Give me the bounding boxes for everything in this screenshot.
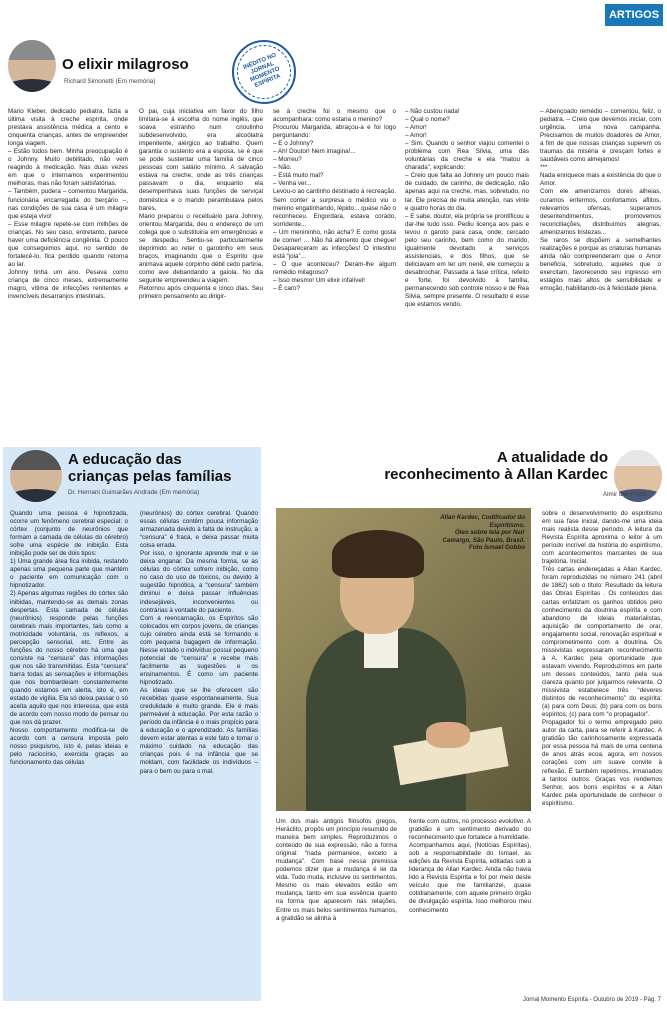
page-footer: Jornal Momento Espírita - Outubro de 2019 - Pág. 7: [522, 997, 661, 1003]
author-photo: [10, 450, 62, 502]
article-column: Quando uma pessoa é hipnotizada, ocorre um fenômeno cerebral especial: o córtex (conjunto de neurônios que formam a camada de células do cérebro) sofre uma espécie de inibição. Esta inibição pode ser de dois tipos: 1) Uma grande área fica inibida, restando apenas uma pequena parte que mantém o paciente em comunicação com o hipnotizador. 2) Apenas algumas regiões do córtex são inibidas, mantendo-se as demais zonas despertas. Esta camada de células (neurônios) responde pelas funções cerebrais mais importantes, tais como a motricidade voluntária, os reflexos, a percepção sensorial, etc. Entre as funções do nosso cérebro há uma que consiste na “censura” das informações que nos são transmitidas. Esta “censura” barra todas as sensações e informações que nos bombardeiam constantemente quando estamos em alerta, isto é, em estado de vigília. Ela só deixa passar o só aceita aquilo que nos interessa, que está de acordo com nosso modo de pensar ou que nos dá prazer. Nosso comportamento modifica-se de acordo com a censura imposta pelo nosso psiquismo, isto é, pelas ideias e pelo raciocínio, exercida graças ao funcionamento das células: [10, 510, 128, 767]
article-column: (neurônios) do córtex cerebral. Quando essas células contêm pouca informação armazenada devido à falta de instrução, a “censura” é fraca, e deixa passar muita coisa errada. Por isso, o ignorante aprende mal e se deixa enganar. Da mesma forma, se as células do córtex sofrem inibição, como no caso do uso de tóxicos, ou devido à sugestão hipnótica, a “censura” também diminui e deixa passar influências indesejáveis, inconvenientes ou contrárias à vontade do paciente. Com a reencarnação, os Espíritos são colocados em corpos jovens, de crianças cujo cérebro ainda está se formando e com pequena bagagem de informação. Nesse estado o indivíduo possui pequeno potencial de “censura” e recebe mais facilmente as sugestões e os ensinamentos. É como um paciente hipnotizado. As ideias que se lhe oferecem são recebidas quase espontaneamente. Sua credulidade é muito grande. Ele é mais permeável à educação. Por esta razão o período da infância é o mais propício para a educação e o aprendizado. As famílias devem estar atentas a este fato e tomar o máximo cuidado na educação das crianças pois é na infância que se moldam, com facilidade os indivíduos – para o bem ou para o mal.: [140, 510, 258, 775]
article-column: se à creche foi o mesmo que o acompanhara: como estaria o menino? Procurou Margarida, abraçou-a e foi logo perguntando: – E o Johnny? – Ah! Doutor! Nem imagina!... – Morreu? – Não. – Está muito mal? – Venha ver... Levou-o ao cantinho destinado à recreação. Sem conter a surpresa o médico viu o menino engatinhando, lépido... quase não o reconheceu. Engordara, estava corado, sorridente... – Um menininho, não acha? E como gosta de comer! ... Não há alimento que chegue! Desapareceram as infecções! O intestino está “joia”... – O que aconteceu? Deram-lhe algum remédio milagroso? – Isso mesmo! Um elixir infalível! – É caro?: [273, 108, 396, 293]
article-column: Um dos mais antigos filósofos gregos, Heráclito, propôs um princípio resumido de maneira bem simples. Reproduzimos o conteúdo de sua expressão, não a forma original: “nada permanece, exceto a mudança”. Com base nessa premissa podemos dizer que a mudança é lei da vida. Tudo muda, inclusive os sentimentos. Mesmo os mais elevados estão em mudança, tanto em sua essência quanto na forma que aparecem nas relações. Entre os mais belos sentimentos humanos, a gratidão se alinha à: [276, 818, 397, 922]
kardec-portrait: [276, 508, 531, 811]
article-column: frente com outros, no processo evolutivo. A gratidão é um sentimento derivado do reconhecimento que fortalece a humildade. Acompanhamos aqui, (Notícias Espíritas), sob a responsabilidade do Ismael, as edições da Revista Espírita, editadas sob a liderança de Allan Kardec. Ainda não havia lido a Revista Espírita e foi por meio deste veículo que me familiarizei, quase cotidianamente, com aquele primeiro órgão de divulgação espírita. Isso melhorou meu conhecimento: [409, 818, 531, 914]
article-column: Mario Kleber, dedicado pediatra, fazia a última visita à creche espírita, onde prestava assistência médica a cento e cinquenta crianças, antes de empreender longa viagem. – Estão todos bem. Minha preocupação é o Johnny. Muito debilitado, não vem reagindo à medicação. Nas duas vezes em que o internamos experimentou melhoras, mas não foram satisfatórias. – Também, pudera – comentou Margarida, funcionária encarregada do berçário –, nas condições de sua casa é um milagre que esteja vivo! – Esse milagre repete-se com milhões de crianças. No seu caso, entretanto, parece haver uma deficiência congênita. O pouco que conseguimos aqui, no sentido de fortalecê-lo, fica perdido quando retorna ao lar. Johnny tinha um ano. Pesava como criança de cinco meses, extremamente magro, vítima de infecções renitentes e invencíveis desarranjos intestinais.: [8, 108, 128, 301]
photo-caption: Allan Kardec, Codificador do Espiritismo. Óleo sobre tela por Nair Camargo, São Paulo, Brasil. Foto Ismael Gobbo: [440, 514, 525, 551]
section-tag: ARTIGOS: [605, 4, 663, 26]
article-author: Dr. Hernani Guimarães Andrade (Em memória): [68, 489, 200, 496]
article-title: A educação das crianças pelas famílias: [68, 451, 232, 485]
article-column: O pai, cuja iniciativa em favor do filho limitara-se à escolha do nome inglês, que soava estranho num crioulinho subdesenvolvido, era alcoólatra impenitente, alérgico ao trabalho. Quem garantia o sustento era a esposa, se é que se pode sustentar uma família de cinco pessoas com salário mínimo. A salvação estava na creche, onde as três crianças passavam o dia, enquanto ela desempenhava suas funções de serviçal doméstica e o marido perambulava pelos bares. Mario preparou o receituário para Johnny, orientou Margarida, deu o endereço de um colega que o substituiria em emergências e se despediu. Sentiu-se particularmente deprimido ao reter o garotinho em seus braços, imaginando que o Espírito que animava aquele corpinho débil cedo partiria, como ave debandando a gaiola. No dia seguinte empreendeu a viagem. Retornou após cinquenta e cinco dias. Seu primeiro pensamento ao dirigir-: [139, 108, 263, 301]
article-column: – Abençoado remédio – comentou, feliz, o pediatra. – Creio que devemos iniciar, com urgência, uma nova campanha. Precisamos de muitos doadores de Amor, a fim de que nossas crianças superem os traumas da miséria e cresçam fortes e saudáveis como almejamos! *** Nada enriquece mais a existência do que o Amor. Com ele amenizamos dores alheias, curamos enfermos, confortamos aflitos, relevamos ofensas, superamos desentendimentos, promovemos reconciliações, distribuímos alegrias, amenizamos tristezas... Se raros se dispõem a semelhantes realizações é porque as criaturas humanas ainda não compreenderam que o Amor beneficia, sobretudo, aqueles que o exercitam, favorecendo seu ingresso em estágios mais altos de sensibilidade e emoção, habilitando-os à felicidade plena.: [540, 108, 661, 293]
article-author: Richard Simonetti (Em memória): [64, 78, 156, 85]
article-column: sobre o desenvolvimento do espiritismo em sua fase inicial, dando-me uma ideia mais realista desse período. A leitura da Revista Espírita aproxima o leitor à um período incrível da história do espiritismo, com acontecimentos marcantes de sua trajetória. Inicial. Três cartas endereçadas a Allan Kardec, foram reproduzidas no número 241 (abril de 1862) sob o título: Resultado da leitura das Obras Espíritas . Os conteúdos das cartas enfatizam os ganhos obtidos pelo conhecimento da doutrina espírita e com abandono de ideias materialistas, aquisição de comportamento de orar, engajamento social, renovação espiritual e comprometimento com a doutrina. Os missivistas expressaram reconhecimento à A. Kardec pela oportunidade que estavam vivendo. Reproduzimos em parte um desses conteúdos, tanto pela sua clareza quanto por julgarmos relevante. O missivista estabelece três “deveres distintos de reconhecimento” do espírita: (a) para com Deus; (b) para com os bons espíritos; (c) para com “o propagador”. Propagador foi o termo empregado pelo autor da carta, para se referir à Kardec. A gratidão tão carinhosamente expressada por essa pessoa há mais de uma centena de anos atrás ecoa, agora, em nossos corações com um suave convite à reflexão. É também repetimos, irmanados a tantos outros: Graças vos rendemos Senhor, aos bons espíritos e a Allan Kardec pela oportunidade de conhecer o espiritismo.: [542, 510, 662, 807]
inedito-stamp: INÉDITO NO JORNAL MOMENTO ESPÍRITA: [232, 40, 296, 104]
article-author: Almir Del Prette: [602, 491, 647, 498]
article-title: A atualidade do reconhecimento à Allan Kardec: [384, 449, 608, 483]
article-title: O elixir milagroso: [62, 56, 189, 73]
author-photo: [8, 40, 56, 92]
article-column: – Não custou nada! – Qual o nome? – Amor! – Amor! – Sim. Quando o senhor viajou comentei o problema com Rea Silvia, uma das voluntárias da creche e ela “matou a charada”, explicando: – Creio que falta ao Johnny um pouco mais de cuidado, de carinho, de dedicação, não apenas aqui na creche, mas, sobretudo, no lar. Ele precisa de muita atenção, nas vinte e quatro horas do dia. – E sabe, doutor, ela própria se prontificou a dar-lhe tudo isso. Pediu licença aos pais e levou o garoto para casa, onde, cercado pelo seu carinho, bem como do marido, igualmente devotado a serviços assistenciais, e dos filhos, que se deliciavam em ter um nenê, ele começou a desabrochar. Passada a fase crítica, refeito e forte, foi devolvido à família, permanecendo sob controle nosso e de Rea Silvia, sempre presente. O resultado é esse que estamos vendo.: [405, 108, 529, 309]
